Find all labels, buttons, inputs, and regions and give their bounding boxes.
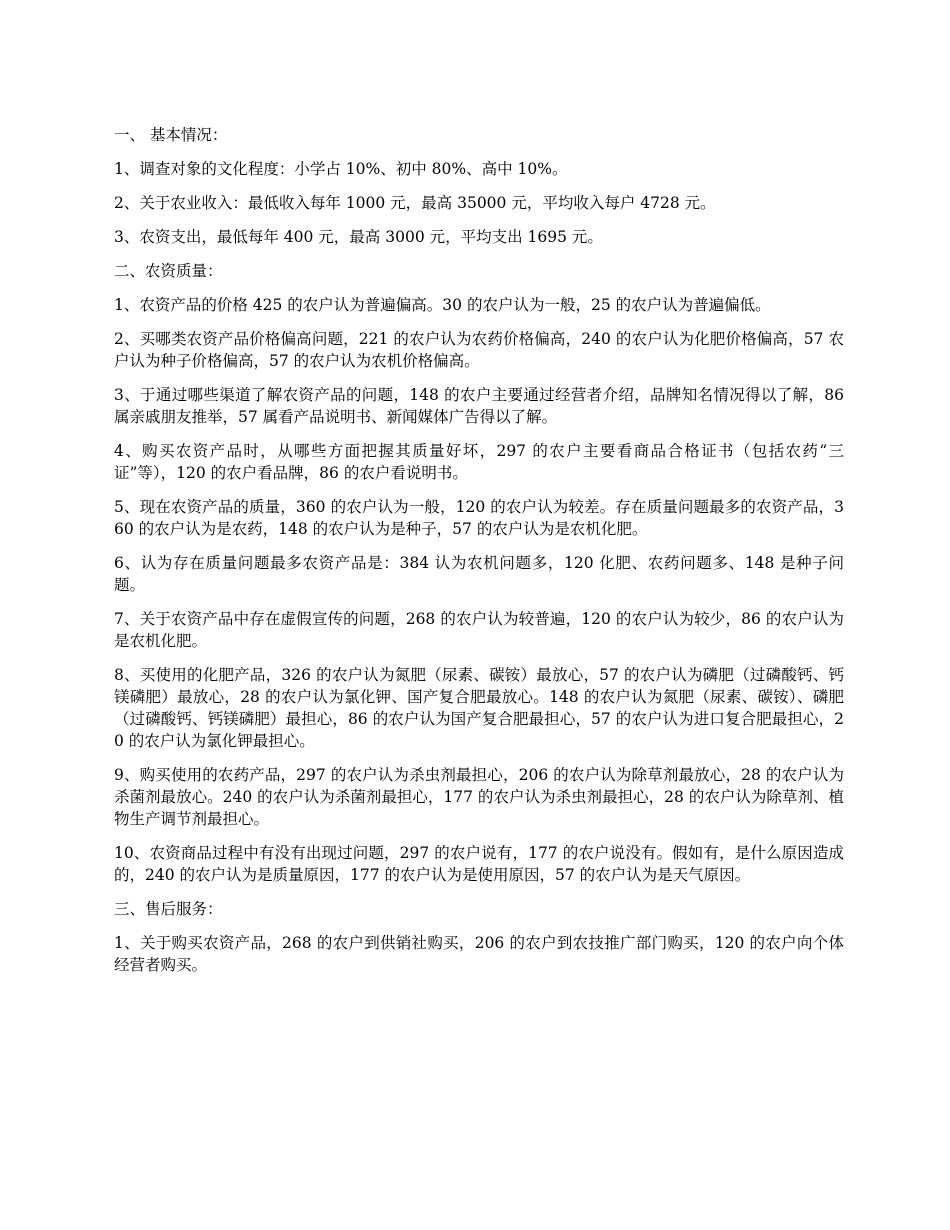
paragraph-pesticide-trust: 9、购买使用的农药产品，297 的农户认为杀虫剂最担心，206 的农户认为除草剂最放心，28 的农户认为杀菌剂最放心。240 的农户认为杀菌剂最担心，177 的农户认为杀虫剂最担心，28 的农户认为除草剂、植物生产调节剂最担心。 [114, 766, 844, 828]
paragraph-current-quality: 5、现在农资产品的质量，360 的农户认为一般，120 的农户认为较差。存在质量问题最多的农资产品，360 的农户认为是农药，148 的农户认为是种子，57 的农户认为是农机化肥。 [114, 498, 844, 538]
paragraph-false-advertising: 7、关于农资产品中存在虚假宣传的问题，268 的农户认为较普遍，120 的农户认为较少，86 的农户认为是农机化肥。 [114, 610, 844, 650]
paragraph-problem-causes: 10、农资商品过程中有没有出现过问题，297 的农户说有，177 的农户说没有。假如有，是什么原因造成的，240 的农户认为是质量原因，177 的农户认为是使用原因，57 的农户认为是天气原因。 [114, 844, 844, 884]
paragraph-fertilizer-trust: 8、买使用的化肥产品，326 的农户认为氮肥（尿素、碳铵）最放心，57 的农户认为磷肥（过磷酸钙、钙镁磷肥）最放心，28 的农户认为氯化钾、国产复合肥最放心。148 的农户认为氮肥（尿素、碳铵）、磷肥（过磷酸钙、钙镁磷肥）最担心，86 的农户认为国产复合肥最担心，57 的农户认为进口复合肥最担心，20 的农户认为氯化钾最担心。 [114, 666, 844, 750]
paragraph-agricultural-income: 2、关于农业收入：最低收入每年 1000 元，最高 35000 元，平均收入每户 4728 元。 [114, 194, 716, 212]
paragraph-information-channels: 3、于通过哪些渠道了解农资产品的问题，148 的农户主要通过经营者介绍，品牌知名情况得以了解，86 属亲戚朋友推举，57 属看产品说明书、新闻媒体广告得以了解。 [114, 386, 844, 426]
section-heading-basic-info: 一、 基本情况： [114, 126, 228, 144]
paragraph-high-price-products: 2、买哪类农资产品价格偏高问题，221 的农户认为农药价格偏高，240 的农户认为化肥价格偏高，57 农户认为种子价格偏高，57 的农户认为农机价格偏高。 [114, 330, 844, 370]
document-body [114, 124, 844, 988]
paragraph-agri-input-spending: 3、农资支出，最低每年 400 元，最高 3000 元，平均支出 1695 元。 [114, 228, 603, 246]
section-heading-after-sales: 三、售后服务： [114, 900, 223, 918]
paragraph-purchase-channels: 1、关于购买农资产品，268 的农户到供销社购买，206 的农户到农技推广部门购买，120 的农户向个体经营者购买。 [114, 934, 844, 974]
section-heading-input-quality: 二、农资质量： [114, 262, 223, 280]
paragraph-quality-judgement: 4、购买农资产品时，从哪些方面把握其质量好坏，297 的农户主要看商品合格证书（包括农药“三证”等），120 的农户看品牌，86 的农户看说明书。 [114, 442, 844, 482]
paragraph-price-perception: 1、农资产品的价格 425 的农户认为普遍偏高。30 的农户认为一般，25 的农户认为普遍偏低。 [114, 296, 771, 314]
paragraph-education-level: 1、调查对象的文化程度：小学占 10%、初中 80%、高中 10%。 [114, 160, 568, 178]
paragraph-most-problematic-products: 6、认为存在质量问题最多农资产品是：384 认为农机问题多，120 化肥、农药问题多、148 是种子问题。 [114, 554, 844, 594]
